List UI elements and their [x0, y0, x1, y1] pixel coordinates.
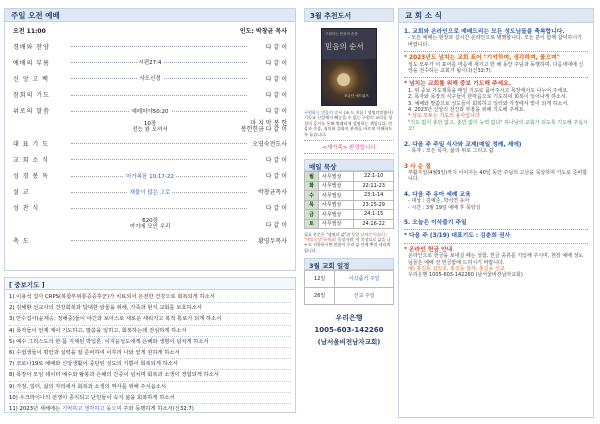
prayer-text: 7) 코로나19로 예배와 신앙생활이 중단된 성도의 기쁨이 회복되게 하소서	[9, 361, 178, 368]
worship-row-label: 위로의 말씀	[13, 106, 71, 115]
worship-row	[13, 119, 287, 135]
divider	[404, 229, 588, 230]
prayer-text: 6) 수험생들이 평안과 실력을 잘 준비하여 이루리 나와 얻게 원하게 하소서	[9, 350, 180, 357]
news-offering-example: 예) 홍길동 십일조, 홍길동 감사, 홍길동 선교	[408, 265, 505, 272]
worship-row-label: 축 도	[13, 236, 71, 245]
worship-row-detail-line2: 전능 왕 오셔서	[13, 127, 287, 133]
prayer-text: 9) 가정, 일터, 삶의 자리에서 회복과 소생의 역사를 위해 주시옵소서	[9, 383, 166, 390]
middle-column	[304, 8, 394, 346]
worship-row-person: 다 같 이	[265, 59, 287, 67]
worship-row-detail	[13, 188, 287, 196]
news-item-1-sub: - 모든 예배는 현장과 실시간 온라인으로 병행합니다. 모든 분이 함께 참여하시기 바랍니다.	[408, 35, 582, 48]
news-item-4-sub2: - 시간 : 3월 19일 예배 후 목양실	[408, 204, 481, 211]
worship-row	[13, 184, 287, 200]
news-prayer-e: * 성도 모두는 기도의 용사입니다	[408, 113, 480, 120]
prayer-text: 10) 우크라이나의 전쟁이 종식되고 난민들이 속지 삶을 회복하게 하소서	[9, 394, 175, 401]
leader-dots	[71, 95, 247, 96]
worship-row-detail-text: 시편27:4	[138, 60, 162, 67]
news-item-4-sub: - 대상 : 김예준, 박서연 유아	[408, 198, 470, 205]
news-title: 교 회 소 식	[399, 9, 593, 23]
worship-row-detail	[13, 107, 287, 115]
worship-row-label: 참회의 기도	[13, 90, 71, 99]
worship-row-person: 박창균목사	[258, 189, 287, 197]
divider	[404, 51, 588, 52]
schedule-event: 이삭줍기 주일	[335, 270, 394, 287]
book-cover-author: 조나단 에드워즈	[344, 94, 369, 98]
worship-row-person-line2: 봉헌헌금 다 같 이	[240, 126, 287, 134]
worship-row-label: 예배의 부름	[13, 58, 71, 67]
bank-info	[304, 313, 394, 346]
news-item-2: 2. 다음 주 주일 식사와 교제(매일 정례, 셰에)	[404, 141, 522, 148]
worship-leader: 인도: 박창균 목사	[239, 28, 287, 35]
book-cover-title: 믿음의 순서	[325, 42, 364, 51]
worship-row	[13, 103, 287, 119]
worship-row-detail-text: 예레미야50:20	[131, 108, 169, 115]
daily-note-pre: 필요 분문은 "생명의 삶"과 동일	[304, 232, 360, 238]
daily-day: 목	[305, 200, 319, 210]
prayer-item	[9, 303, 291, 314]
daily-row	[305, 191, 394, 201]
worship-order	[4, 22, 296, 271]
daily-table	[304, 171, 394, 229]
worship-row-detail-text: 재물이 많은 고로	[129, 189, 171, 196]
daily-note-red: 날짜순서대로는 "매일묵상"하세요!	[304, 232, 388, 243]
worship-row	[13, 200, 287, 216]
daily-ref: 22:11-23	[354, 181, 394, 191]
daily-day: 화	[305, 181, 319, 191]
worship-row-person: 다 같 이	[265, 75, 287, 83]
prayer-item	[9, 326, 291, 337]
daily-ref: 23:15-29	[354, 200, 394, 210]
daily-ref: 22:1-10	[354, 172, 394, 182]
news-prayer-c: 3. 예배와 말씀으로 성도들이 회복하고 일터와 가정에서 빛이 되게 하소서.	[408, 100, 569, 107]
worship-row-label: 성 찬 식	[13, 203, 71, 212]
prayer-text: 11) 2023년 새해에는	[9, 406, 62, 413]
prayer-item	[9, 348, 291, 359]
prayer-text: 4) 목자들이 언제 계어 기도하고, 말씀을 일히고, 회복하는데 전심하게 하소서	[9, 327, 187, 334]
worship-row-detail	[13, 74, 287, 82]
worship-row-person: 다 같 이	[265, 92, 287, 100]
prayer-item	[9, 359, 291, 370]
worship-row-detail	[13, 58, 287, 66]
prayer-text-end: 주와 동행하게 하소서(신32:7)	[121, 406, 194, 413]
newcomer-message: 환영합니다	[349, 145, 376, 152]
news-item-3: 3 사 순 절	[404, 163, 431, 170]
book-cover-top: 구원하는 믿음의 순종	[325, 32, 358, 36]
book-desc-text: (조.드 지음 / 생명의말씀사) 기독교 신앙에서 빼놓을 수 없는 구원의 교리를 성경의 증거를 통해 명쾌하게 설명하는 책입니다. 믿음과 순종, 칭의와 성화의 관계를 바르게 이해하도록 돕습니다.	[304, 110, 393, 137]
divider	[404, 77, 588, 78]
worship-time: 오전 11:00	[13, 28, 46, 35]
newcomer-label: <새가족>	[322, 145, 348, 152]
news-prayer-head: * 넘치는 교회를 위해 중보 기도해 주세요.	[404, 81, 511, 88]
news-item-4: 4. 다음 주 유아 세례 교육	[404, 191, 471, 198]
worship-row	[13, 135, 287, 151]
schedule-title: 3월 교회 일정	[304, 258, 394, 270]
daily-row	[305, 172, 394, 182]
worship-row	[13, 216, 287, 232]
daily-book: 사무엘상	[319, 172, 354, 182]
schedule-event: 선교 주일	[335, 287, 394, 304]
daily-book: 사무엘상	[319, 181, 354, 191]
daily-row	[305, 181, 394, 191]
bank-owner: (남서울비전남자교회)	[317, 337, 381, 346]
prayer-text: 5) 예수 그리스도의 한 몸 지체된 박입론, 이지윤성도에게 은혜와 생명이 넘치게 하소서	[9, 338, 209, 345]
prayer-item	[9, 314, 291, 325]
prayer-text: 1) 이용석 집사 CRPS(복합부위통증증후군)가 치료되어 온전한 건강으로 회복되게 하소서	[9, 294, 215, 300]
news-prayer-a: 1. 위 중보 기도제목을 매일 기도로 품어주시고 목장에서도 나누어 주세요.	[408, 87, 569, 94]
daily-ref: 24:16-22	[354, 219, 394, 229]
worship-column	[4, 8, 296, 413]
news-prayer-d: 4. 2023년 신앙의 전진과 부흥을 위해 기도해 주세요.	[408, 107, 526, 114]
worship-header	[13, 26, 287, 36]
leader-dots	[71, 208, 247, 209]
prayer-title: [ 중보기도 ]	[4, 277, 296, 289]
news-item-1: 1. 교회와 온라인으로 예배드리는 모든 성도님들을 축복합니다.	[404, 29, 565, 35]
worship-row-detail-line1: 620장	[13, 218, 287, 224]
bank-name: 우리은행	[335, 313, 363, 322]
prayer-item	[9, 370, 291, 381]
news-next-prayer: * 다음 주 (3/19) 대표기도 : 김춘희 권사	[404, 233, 511, 240]
worship-row-person: 다 같 이	[265, 173, 287, 181]
worship-row-label: 성 경 봉 독	[13, 171, 71, 180]
prayer-item	[9, 404, 291, 414]
worship-row	[13, 87, 287, 103]
worship-row-detail-text: 마가복음 10:17-22	[126, 173, 174, 180]
worship-row-person: 다 같 이	[265, 43, 287, 51]
schedule-date: 26일	[305, 287, 335, 304]
schedule-date: 12일	[305, 270, 335, 287]
worship-row	[13, 70, 287, 86]
news-prayer-f: "기도 없이 충만 없고, 충만 없이 능력 없다" 하나님의 교회가 되도록 기도해 주십시오!	[408, 119, 588, 133]
worship-title: 주일 오전 예배	[4, 8, 296, 22]
prayer-item	[9, 382, 291, 393]
daily-row	[305, 210, 394, 220]
news-offering-head: * 온라인 헌금 안내	[404, 246, 453, 253]
news-offering-sub: 온라인으로 헌금을 보내실 때는 성함, 헌금 종류를 기입해 주시며, 현장 예배 성도님들은 예배 전 헌금함에 드리시기 바랍니다.	[408, 253, 584, 266]
book-description	[304, 110, 394, 137]
news-prayer-b: 2. 목자와 목장의 식구들이 한마음으로 기도하여 회복이 일어나게 하소서.	[408, 94, 568, 101]
worship-row	[13, 38, 287, 54]
news-column	[398, 8, 594, 418]
prayer-item	[9, 292, 291, 303]
worship-row-label: 경배와 찬양	[13, 42, 71, 51]
worship-row-label: 대 표 기 도	[13, 139, 71, 148]
daily-row	[305, 219, 394, 229]
worship-row	[13, 54, 287, 70]
daily-book: 사무엘상	[319, 191, 354, 201]
leader-dots	[71, 143, 247, 144]
news-item-2-sub: - 목자 : 모든 목자, 삶의 위로 그리고 쉼	[408, 148, 494, 155]
worship-row-detail-text: 사도신경	[139, 76, 161, 83]
worship-row-label: 신 앙 고 백	[13, 74, 71, 83]
news-motto: * 2023년도 넘치는 교회 표어 "기억하며, 생각하며, 물으며"	[404, 55, 560, 62]
daily-day: 월	[305, 172, 319, 182]
worship-row-person: 다 같 이	[265, 108, 287, 116]
worship-row-person: 황영두목사	[258, 237, 287, 245]
worship-row-detail	[13, 172, 287, 180]
prayer-item	[9, 393, 291, 404]
worship-row-label: 교 회 소 식	[13, 155, 71, 164]
leader-dots	[71, 240, 247, 241]
daily-ref: 24:1-15	[354, 210, 394, 220]
schedule-row	[305, 270, 394, 287]
worship-row-label: 설 교	[13, 187, 71, 196]
news-offering-account: 우리은행 1005-603-142260 (남서울비전남자교회)	[408, 272, 523, 279]
worship-row	[13, 151, 287, 167]
worship-row-detail-line2: 여기에 모인 우리	[13, 224, 287, 230]
worship-row-person: 다 같 이	[265, 221, 287, 229]
worship-row-person: 오영숙전도사	[252, 140, 287, 148]
worship-row-detail-line1: 10장	[13, 121, 287, 127]
daily-book: 사무엘상	[319, 200, 354, 210]
worship-row-person-line1: 마 지 막 봉 헌	[250, 120, 287, 128]
daily-note	[304, 232, 394, 253]
news-item-5: 5. 오늘은 이삭줍기 주일	[404, 219, 467, 226]
prayer-highlight: 기억하고 생각하고 돌으며	[61, 406, 122, 413]
worship-row	[13, 232, 287, 248]
leader-dots	[71, 46, 247, 47]
book-cover	[321, 28, 377, 106]
daily-book: 사무엘상	[319, 210, 354, 220]
news-body	[399, 23, 593, 282]
worship-row-person	[241, 121, 287, 133]
schedule-table	[304, 270, 394, 305]
news-item-3-sub: 부활주일(4월9일)까지 이어지는 40일 동안 주님의 고난을 묵상하며 기도로 준비합니다.	[408, 169, 588, 183]
book-tag: 3월 추천도서	[304, 8, 394, 22]
bank-number: 1005-603-142260	[314, 325, 384, 334]
news-motto-sub: 성도 모두가 이 표어를 마음에 새기고 한 해 동안 주님과 동행하며, 다음세대에 신앙을 전수하는 교회가 됩시다(신32:7).	[408, 61, 584, 75]
prayer-text: 2) 김해환 선교사의 건강회복과 달대한 암울을 위해, 가족과 현지 교회를 보호하소서	[9, 305, 202, 312]
daily-book: 사무엘상	[319, 219, 354, 229]
daily-title: 매일 묵상	[304, 159, 394, 171]
book-desc-label: 구원하는 믿음의 순서	[304, 110, 343, 115]
worship-row-person: 다 같 이	[265, 156, 287, 164]
prayer-item	[9, 337, 291, 348]
leader-dots	[71, 159, 247, 160]
daily-note-post: 목장지원: 이 묵상으로 삶을 나누고 지원하시면 말씀이 우리 삶 안에 뿌리 내리게 됩니다.	[304, 237, 391, 253]
newcomer-welcome	[304, 140, 394, 154]
daily-row	[305, 200, 394, 210]
prayer-list	[4, 289, 296, 413]
schedule-row	[305, 287, 394, 304]
divider	[404, 243, 588, 244]
worship-rows	[13, 38, 287, 248]
daily-ref: 23:1-14	[354, 191, 394, 201]
daily-day: 금	[305, 210, 319, 220]
worship-row-detail	[13, 218, 287, 230]
prayer-text: 8) 목장이 모임 테이터 예수와 탈봉과 은혜의 간증이 넘치며 회복과 소생이 경험되게 하소서	[9, 372, 219, 379]
worship-row-person: 다 같 이	[265, 205, 287, 213]
worship-row	[13, 168, 287, 184]
daily-day: 토	[305, 219, 319, 229]
prayer-text: 3) 안수집사(윤재승, 정해중)들이 야긴과 보아스로 새로운 세워지고 복적 통로가 되게 하소서	[9, 316, 222, 323]
daily-day: 수	[305, 191, 319, 201]
